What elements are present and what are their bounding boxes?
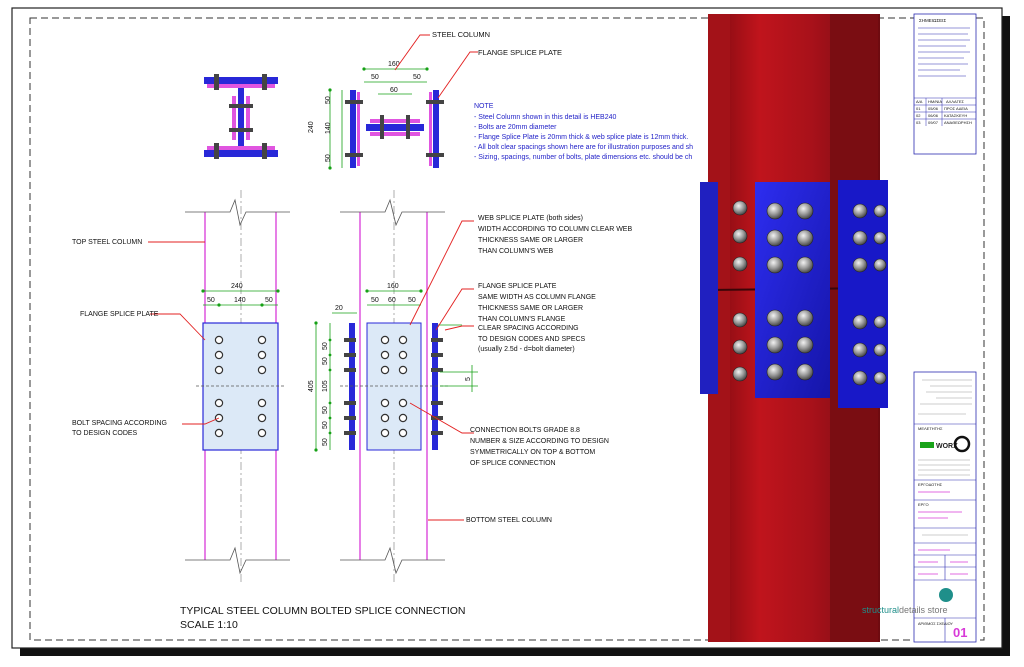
drawing-scale: SCALE 1:10 xyxy=(180,619,238,631)
rev-cell: ΑΝΑΘΕΩΡΗΣΗ xyxy=(944,120,972,125)
dim-50-b: 50 xyxy=(265,297,273,304)
dim-160-top: 160 xyxy=(388,61,400,68)
label-clear-spacing: TO DESIGN CODES AND SPECS xyxy=(478,336,586,343)
rev-cell: 03 xyxy=(916,120,921,125)
designer-label: ΜΕΛΕΤΗΤΗΣ xyxy=(918,426,943,431)
rev-cell: ΚΑΤΑΣΚΕΥΗ xyxy=(944,113,968,118)
column-3d-render xyxy=(700,14,888,642)
dim-50-v-a: 50 xyxy=(325,96,332,104)
label-web-splice: THICKNESS SAME OR LARGER xyxy=(478,237,584,244)
rev-header: ΗΜ/ΝΙΑ xyxy=(928,99,942,104)
dim-140: 140 xyxy=(234,297,246,304)
rev-header: ΑΛΛΑΓΕΣ xyxy=(946,99,965,104)
dim-240-top: 240 xyxy=(308,121,315,133)
label-flange-splice-desc: THICKNESS SAME OR LARGER xyxy=(478,305,584,312)
dim-50-c: 50 xyxy=(371,297,379,304)
rev-cell: 01 xyxy=(916,106,921,111)
note-line: - Flange Splice Plate is 20mm thick & web splice plate is 12mm thick. xyxy=(474,134,689,141)
rev-cell: 05/06 xyxy=(928,106,939,111)
label-web-splice: WIDTH ACCORDING TO COLUMN CLEAR WEB xyxy=(478,226,633,233)
dim-v50-a: 50 xyxy=(322,342,329,350)
dim-50-a: 50 xyxy=(207,297,215,304)
dim-gap-5: 5 xyxy=(465,377,472,381)
dim-20: 20 xyxy=(335,305,343,312)
label-flange-splice-top: FLANGE SPLICE PLATE xyxy=(478,48,563,57)
label-connection-bolts: NUMBER & SIZE ACCORDING TO DESIGN xyxy=(470,438,609,445)
project-label: ΕΡΓΟ xyxy=(918,502,929,507)
dim-60: 60 xyxy=(388,297,396,304)
label-flange-splice-desc: SAME WIDTH AS COLUMN FLANGE xyxy=(478,294,596,301)
dim-60-top: 60 xyxy=(390,87,398,94)
note-line: - Bolts are 20mm diameter xyxy=(474,124,557,131)
label-web-splice: WEB SPLICE PLATE (both sides) xyxy=(478,215,583,222)
dim-50-top-b: 50 xyxy=(413,74,421,81)
note-line: - Sizing, spacings, number of bolts, plate dimensions etc. should be ch xyxy=(474,154,693,161)
dim-v50-c: 50 xyxy=(322,406,329,414)
dim-50-d: 50 xyxy=(408,297,416,304)
label-bolt-spacing: TO DESIGN CODES xyxy=(72,430,138,437)
note-line: - Steel Column shown in this detail is HEB240 xyxy=(474,114,617,121)
rev-cell: 09/07 xyxy=(928,120,939,125)
label-top-column: TOP STEEL COLUMN xyxy=(72,239,143,246)
rev-cell: 02 xyxy=(916,113,921,118)
label-flange-splice-desc: FLANGE SPLICE PLATE xyxy=(478,283,557,290)
notes-header: ΣΗΜΕΙΩΣΕΙΣ xyxy=(919,18,947,23)
label-clear-spacing: CLEAR SPACING ACCORDING xyxy=(478,325,579,332)
label-bolt-spacing: BOLT SPACING ACCORDING xyxy=(72,420,167,427)
rev-cell: 06/06 xyxy=(928,113,939,118)
dim-160: 160 xyxy=(387,283,399,290)
brand-light: details store xyxy=(899,605,948,615)
notes-heading: NOTE xyxy=(474,103,494,110)
drawing-no-label: ΑΡΙΘΜΟΣ ΣΧΕΔΙΟΥ xyxy=(918,622,953,626)
dim-v105: 105 xyxy=(322,380,329,392)
dim-v50-d: 50 xyxy=(322,421,329,429)
label-flange-splice-desc: THAN COLUMN'S FLANGE xyxy=(478,316,566,323)
label-flange-splice: FLANGE SPLICE PLATE xyxy=(80,311,159,318)
label-connection-bolts: SYMMETRICALLY ON TOP & BOTTOM xyxy=(470,449,596,456)
drawing-title: TYPICAL STEEL COLUMN BOLTED SPLICE CONNECTION xyxy=(180,605,466,617)
dim-405: 405 xyxy=(308,380,315,392)
company-logo: WORX xyxy=(936,443,958,450)
dim-50-v-b: 50 xyxy=(325,154,332,162)
label-connection-bolts: CONNECTION BOLTS GRADE 8.8 xyxy=(470,427,580,434)
label-connection-bolts: OF SPLICE CONNECTION xyxy=(470,460,556,467)
brand-name xyxy=(862,605,948,615)
dim-v50-b: 50 xyxy=(322,357,329,365)
dim-50-top-a: 50 xyxy=(371,74,379,81)
label-steel-column: STEEL COLUMN xyxy=(432,30,491,39)
brand-badge-icon xyxy=(939,588,953,602)
dim-240: 240 xyxy=(231,283,243,290)
dim-v50-e: 50 xyxy=(322,438,329,446)
dim-140-v: 140 xyxy=(325,122,332,134)
label-bottom-column: BOTTOM STEEL COLUMN xyxy=(466,517,552,524)
label-web-splice: THAN COLUMN'S WEB xyxy=(478,248,554,255)
logo-green-bar xyxy=(920,442,934,448)
brand-bold: structural xyxy=(862,605,900,615)
owner-label: ΕΡΓΟΔΟΤΗΣ xyxy=(918,482,943,487)
sheet-number: 01 xyxy=(953,625,968,640)
label-clear-spacing: (usually 2.5d - d=bolt diameter) xyxy=(478,346,575,353)
rev-cell: ΠΡΟΣ ΑΔΕΙΑ xyxy=(944,106,968,111)
rev-header: Α/Α xyxy=(916,99,923,104)
note-line: - All bolt clear spacings shown here are for illustration purposes and sh xyxy=(474,144,694,151)
